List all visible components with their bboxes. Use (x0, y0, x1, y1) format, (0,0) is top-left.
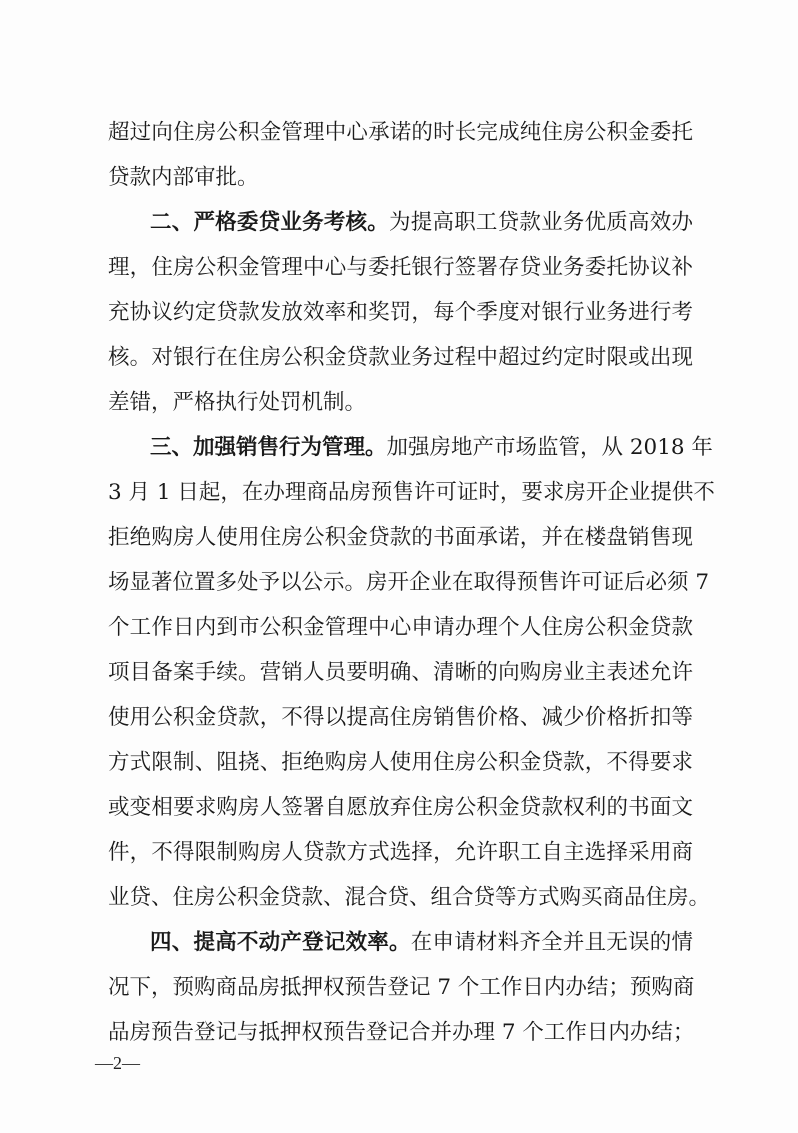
section-heading: 二、严格委贷业务考核。 (150, 210, 390, 235)
section-heading: 三、加强销售行为管理。 (150, 435, 387, 460)
paragraph-line: 3 月 1 日起，在办理商品房预售许可证时，要求房开企业提供不 (108, 480, 715, 505)
section-heading: 四、提高不动产登记效率。 (150, 930, 411, 955)
section-heading-line: 三、加强销售行为管理。加强房地产市场监管，从 2018 年 (150, 435, 713, 460)
section-heading-line: 四、提高不动产登记效率。在申请材料齐全并且无误的情 (150, 930, 693, 955)
paragraph-line: 或变相要求购房人签署自愿放弃住房公积金贷款权利的书面文 (108, 795, 693, 820)
paragraph-line: 业贷、住房公积金贷款、混合贷、组合贷等方式购买商品住房。 (108, 885, 711, 910)
page-number: —2— (95, 1053, 140, 1073)
paragraph-line: 拒绝购房人使用住房公积金贷款的书面承诺，并在楼盘销售现 (108, 525, 693, 550)
paragraph-line: 方式限制、阻挠、拒绝购房人使用住房公积金贷款，不得要求 (108, 750, 693, 775)
paragraph-line: 核。对银行在住房公积金贷款业务过程中超过约定时限或出现 (108, 345, 693, 370)
paragraph-line: 贷款内部审批。 (108, 165, 259, 190)
paragraph-line: 个工作日内到市公积金管理中心申请办理个人住房公积金贷款 (108, 615, 693, 640)
paragraph-line: 充协议约定贷款发放效率和奖罚，每个季度对银行业务进行考 (108, 300, 693, 325)
paragraph-line: 差错，严格执行处罚机制。 (108, 390, 367, 415)
paragraph-line: 品房预告登记与抵押权预告登记合并办理 7 个工作日内办结； (108, 1020, 695, 1045)
paragraph-line: 项目备案手续。营销人员要明确、清晰的向购房业主表述允许 (108, 660, 693, 685)
paragraph-line: 超过向住房公积金管理中心承诺的时长完成纯住房公积金委托 (108, 120, 693, 145)
paragraph-line: 件，不得限制购房人贷款方式选择，允许职工自主选择采用商 (108, 840, 693, 865)
paragraph-line: 况下，预购商品房抵押权预告登记 7 个工作日内办结；预购商 (108, 975, 695, 1000)
section-heading-line: 二、严格委贷业务考核。为提高职工贷款业务优质高效办 (150, 210, 693, 235)
paragraph-line: 使用公积金贷款，不得以提高住房销售价格、减少价格折扣等 (108, 705, 693, 730)
paragraph-line: 场显著位置多处予以公示。房开企业在取得预售许可证后必须 7 (108, 570, 710, 595)
paragraph-line: 理，住房公积金管理中心与委托银行签署存贷业务委托协议补 (108, 255, 693, 280)
